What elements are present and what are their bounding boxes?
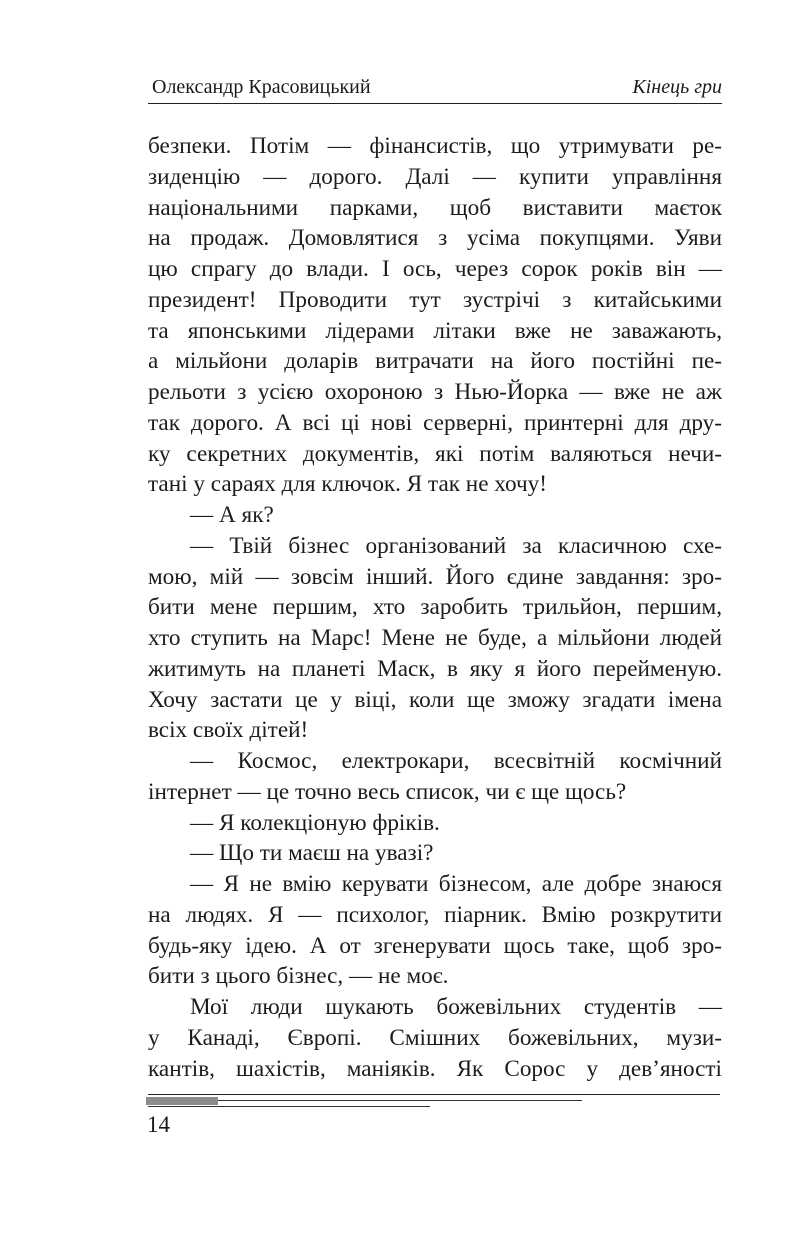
text-line: Мої люди шукають божевільних студентів — [190,994,722,1020]
text-line: інтернет — це точно весь список, чи є ще щось? [148,778,627,805]
text-line: — А як? [190,502,274,528]
text-line: кантів, шахістів, маніяків. Як Сорос у дев’яності [148,1055,722,1082]
text-line: бити мене першим, хто заробить трильйон, першим, [148,594,722,621]
text-line: безпеки. Потім — фінансистів, що утримувати ре- [148,133,722,159]
footer-rule [148,1094,720,1095]
footer-rule [148,1106,430,1107]
text-line: хто ступить на Марс! Мене не буде, а мільйони людей [148,625,722,651]
text-line: житимуть на планеті Маск, в яку я його перейменую. [148,655,722,682]
text-line: президент! Проводити тут зустрічі з китайськими [148,286,722,313]
header-divider [148,103,722,104]
text-line: а мільйони доларів витрачати на його постійні пе- [148,348,722,375]
header-author: Олександр Красовицький [152,76,371,98]
text-line: у Канаді, Європі. Смішних божевільних, музи- [148,1024,722,1051]
text-line: — Я колекціоную фріків. [190,809,440,836]
text-line: Хочу застати це у віці, коли ще зможу згадати імена [148,686,722,713]
text-line: — Що ти маєш на увазі? [190,840,434,867]
text-line: будь-яку ідею. А от згенерувати щось таке, щоб зро- [148,932,722,959]
header-book-title: Кінець гри [632,76,722,98]
text-line: — Твій бізнес організований за класичною схе- [190,532,722,559]
text-line: мою, мій — зовсім інший. Його єдине завдання: зро- [148,563,722,590]
page-number: 14 [147,1112,170,1137]
text-line: бити з цього бізнес, — не моє. [148,963,449,990]
text-line: на людях. Я — психолог, піарник. Вмію розкрутити [148,901,722,928]
body-text [148,131,722,1084]
text-line: всіх своїх дітей! [148,717,309,744]
text-line: на продаж. Домовлятися з усіма покупцями. Уяви [148,225,722,252]
running-header [150,76,722,102]
text-line: — Космос, електрокари, всесвітній космічний [190,748,722,774]
text-line: та японськими лідерами літаки вже не заважають, [148,317,722,344]
text-line: ку секретних документів, які потім валяються нечи- [148,440,722,467]
text-line: рельоти з усією охороною з Нью-Йорка — вже не аж [148,379,722,405]
text-line: так дорого. А всі ці нові серверні, принтерні для дру- [148,409,722,436]
text-line: — Я не вмію керувати бізнесом, але добре знаюся [190,871,722,897]
text-line: тані у сараях для ключок. Я так не хочу! [148,471,547,498]
text-line: зиденцію — дорого. Далі — купити управління [148,163,722,190]
text-line: цю спрагу до влади. І ось, через сорок років він — [148,256,722,282]
footer-ornament [146,1097,218,1105]
text-line: національними парками, щоб виставити маєток [148,194,722,221]
